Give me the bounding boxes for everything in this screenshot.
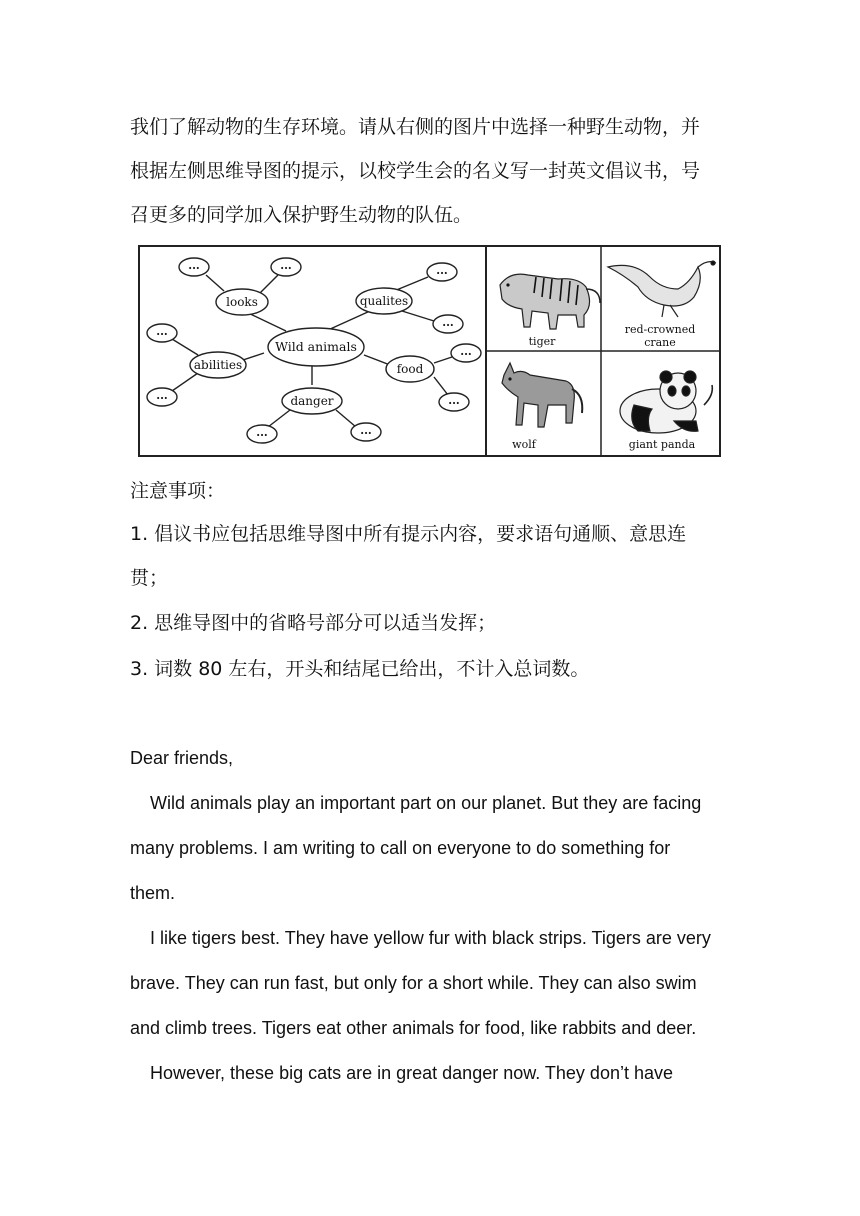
letter-paragraph-1-line-1: Wild animals play an important part on our planet. But they are facing [150, 793, 702, 813]
placeholder-dots: ... [188, 259, 200, 272]
crane-label-line-2: crane [644, 336, 676, 349]
letter-paragraph-1-line-3: them. [130, 883, 176, 903]
placeholder-dots: ... [156, 389, 168, 402]
note-item-1-line-2: 贯； [130, 567, 169, 589]
mind-map-label-food: food [396, 362, 424, 376]
task-figure [138, 245, 721, 457]
note-item-3: 3. 词数 80 左右，开头和结尾已给出，不计入总词数。 [130, 658, 590, 680]
instruction-line-3: 召更多的同学加入保护野生动物的队伍。 [130, 204, 473, 226]
placeholder-dots: ... [436, 264, 448, 277]
instruction-line-1: 我们了解动物的生存环境。请从右侧的图片中选择一种野生动物，并 [130, 116, 701, 138]
placeholder-dots: ... [442, 316, 454, 329]
placeholder-dots: ... [256, 426, 268, 439]
placeholder-dots: ... [448, 394, 460, 407]
placeholder-dots: ... [156, 325, 168, 338]
letter-paragraph-2-line-2: brave. They can run fast, but only for a short while. They can also swim [130, 973, 697, 993]
crane-label-line-1: red-crowned [624, 323, 696, 336]
note-item-1-line-1: 1. 倡议书应包括思维导图中所有提示内容，要求语句通顺、意思连 [130, 523, 687, 545]
letter-paragraph-3-line-1: However, these big cats are in great danger now. They don’t have [150, 1063, 673, 1083]
wolf-label: wolf [512, 438, 536, 451]
panda-label: giant panda [628, 438, 696, 451]
tiger-label: tiger [528, 335, 556, 348]
note-item-2: 2. 思维导图中的省略号部分可以适当发挥； [130, 612, 497, 634]
placeholder-dots: ... [360, 424, 372, 437]
letter-paragraph-1-line-2: many problems. I am writing to call on everyone to do something for [130, 838, 671, 858]
mind-map-label-looks: looks [226, 295, 258, 309]
mind-map-label-danger: danger [290, 394, 334, 408]
letter-salutation: Dear friends, [130, 748, 234, 768]
letter-paragraph-2-line-1: I like tigers best. They have yellow fur with black strips. Tigers are very [150, 928, 711, 948]
mind-map-label-qualites: qualites [359, 294, 409, 308]
placeholder-dots: ... [460, 345, 472, 358]
placeholder-dots: ... [280, 259, 292, 272]
instruction-line-2: 根据左侧思维导图的提示，以校学生会的名义写一封英文倡议书，号 [130, 160, 701, 182]
notes-heading: 注意事项： [130, 480, 226, 502]
mind-map-center-label: Wild animals [275, 339, 357, 354]
mind-map-label-abilities: abilities [193, 358, 243, 372]
letter-paragraph-2-line-3: and climb trees. Tigers eat other animals for food, like rabbits and deer. [130, 1018, 697, 1038]
